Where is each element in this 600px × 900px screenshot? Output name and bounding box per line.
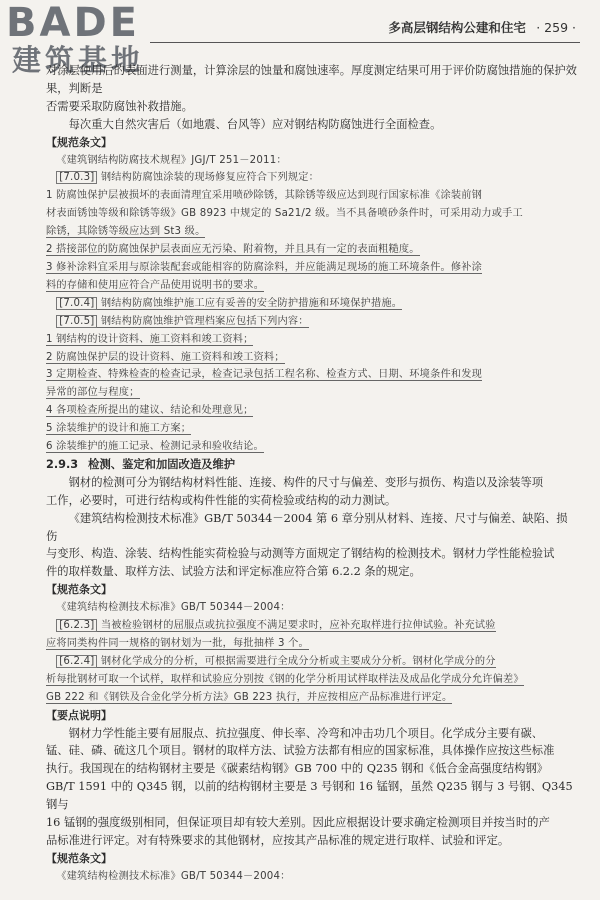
section-label: 【规范条文】 xyxy=(46,851,112,865)
clause-text: 5 涂装维护的设计和施工方案； xyxy=(46,423,192,435)
clause-number: [6.2.4] xyxy=(56,655,97,668)
running-header xyxy=(388,18,576,36)
clause-line xyxy=(46,402,578,420)
clause-line xyxy=(46,223,578,241)
clause-text: 当被检验钢材的屈服点或抗拉强度不满足要求时，应补充取样进行拉伸试验。补充试验 xyxy=(97,620,496,632)
clause-line xyxy=(46,277,578,295)
body-line: 与变形、构造、涂装、结构性能实荷检验与动测等方面规定了钢结构的检测技术。钢材力学性能检验试 xyxy=(46,547,555,561)
body-line: 执行。我国现在的结构钢材主要是《碳素结构钢》GB 700 中的 Q235 钢和《低合金高强度结构钢》 xyxy=(46,762,549,776)
clause-line xyxy=(46,241,578,259)
clause-line xyxy=(46,617,578,635)
body-line: 品标准进行评定。对有特殊要求的其他钢材，应按其产品标准的规定进行取样、试验和评定。 xyxy=(46,833,510,847)
running-title: 多高层钢结构公建和住宅 xyxy=(388,20,526,35)
clause-text: 1 钢结构的设计资料、施工资料和竣工资料； xyxy=(46,333,254,345)
clause-number: [7.0.3] xyxy=(56,171,97,184)
standard-citation: 《建筑结构检测技术标准》GB/T 50344－2004： xyxy=(56,602,291,614)
clause-text: 应将同类构件同一规格的钢材划为一批，每批抽样 3 个。 xyxy=(46,638,309,649)
clause-line xyxy=(46,259,578,277)
clause-text: 钢结构防腐蚀维护管理档案应包括下列内容： xyxy=(97,315,309,327)
section-label: 【规范条文】 xyxy=(46,135,112,149)
standard-citation: 《建筑钢结构防腐技术规程》JGJ/T 251－2011： xyxy=(56,154,287,166)
clause-text: 钢结构防腐蚀涂装的现场修复应符合下列规定： xyxy=(97,172,320,184)
clause-text: 4 各项检查所提出的建议、结论和处理意见； xyxy=(46,405,254,417)
clause-line xyxy=(46,689,578,707)
clause-line xyxy=(46,671,578,689)
body-line: 《建筑结构检测技术标准》GB/T 50344－2004 第 6 章分别从材料、连接、尺寸与偏差、缺陷、损伤 xyxy=(46,511,568,543)
clause-text: 6 涂装维护的施工记录、检测记录和验收结论。 xyxy=(46,441,264,453)
clause-text: 异常的部位与程度； xyxy=(46,387,140,399)
clause-text: 2 防腐蚀保护层的设计资料、施工资料和竣工资料； xyxy=(46,351,285,363)
section-label: 【规范条文】 xyxy=(46,583,112,597)
clause-line xyxy=(46,313,578,331)
section-number: 2.9.3 xyxy=(46,457,79,471)
section-label: 【要点说明】 xyxy=(46,708,112,722)
page-body xyxy=(46,62,578,886)
clause-line xyxy=(46,635,578,653)
logo-wordmark: BADE xyxy=(6,0,140,46)
clause-text: GB 222 和《钢铁及合金化学分析方法》GB 223 执行，并应按相应产品标准进行评定。 xyxy=(46,691,453,703)
clause-line xyxy=(46,384,578,402)
body-line: GB/T 1591 中的 Q345 钢，以前的结构钢材主要是 3 号钢和 16 锰钢，虽然 Q235 钢与 3 号钢、Q345 钢与 xyxy=(46,780,573,812)
body-line: 钢材的检测可分为钢结构材料性能、连接、构件的尺寸与偏差、变形与损伤、构造以及涂装等项 xyxy=(68,475,544,489)
page-number: · 259 · xyxy=(536,20,576,35)
clause-line xyxy=(46,349,578,367)
clause-line xyxy=(46,331,578,349)
clause-line xyxy=(46,438,578,456)
clause-line xyxy=(46,366,578,384)
body-line: 每次重大自然灾害后（如地震、台风等）应对钢结构防腐蚀进行全面检查。 xyxy=(68,117,442,131)
logo-subtitle: 建筑基地 xyxy=(12,43,145,77)
clause-number: [7.0.4] xyxy=(56,297,97,310)
section-title: 检测、鉴定和加固改造及维护 xyxy=(88,457,236,471)
clause-text: 析每批钢材可取一个试样，取样和试验应分别按《钢的化学分析用试样取样法及成品化学成分允许偏差》 xyxy=(46,673,524,685)
section-heading xyxy=(46,456,578,474)
clause-text: 料的存储和使用应符合产品使用说明书的要求。 xyxy=(46,279,265,291)
body-line: 16 锰钢的强度级别相同，但保证项目却有较大差别。因此应根据设计要求确定检测项目并按当时的产 xyxy=(46,816,550,830)
header-rule xyxy=(150,42,580,43)
clause-number: [6.2.3] xyxy=(56,619,97,632)
body-line: 件的取样数量、取样方法、试验方法和评定标准应符合第 6.2.2 条的规定。 xyxy=(46,565,421,579)
clause-line xyxy=(46,420,578,438)
clause-line: 1 防腐蚀保护层被损坏的表面清理宜采用喷砂除锈，其除锈等级应达到现行国家标准《涂装前钢 xyxy=(46,190,483,202)
body-line: 对涂层使用后的表面进行测量，计算涂层的蚀量和腐蚀速率。厚度测定结果可用于评价防腐蚀措施的保护效果，判断是 xyxy=(46,64,577,95)
clause-text: 3 修补涂料宜采用与原涂装配套或能相容的防腐涂料，并应能满足现场的施工环境条件。修补涂 xyxy=(46,261,483,273)
clause-text: 钢材化学成分的分析，可根据需要进行全成分分析或主要成分分析。钢材化学成分的分 xyxy=(97,655,496,667)
clause-line: 材表面锈蚀等级和除锈等级》GB 8923 中规定的 Sa21/2 级。当不具备喷砂条件时，可采用动力或手工 xyxy=(46,208,523,220)
clause-text: 钢结构防腐蚀维护施工应有妥善的安全防护措施和环境保护措施。 xyxy=(97,297,403,309)
body-line: 钢材力学性能主要有屈服点、抗拉强度、伸长率、冷弯和冲击功几个项目。化学成分主要有碳、 xyxy=(68,726,544,740)
clause-line xyxy=(46,295,578,313)
clause-line xyxy=(46,653,578,671)
standard-citation: 《建筑结构检测技术标准》GB/T 50344－2004： xyxy=(56,870,291,882)
body-line: 工作，必要时，可进行结构或构件性能的实荷检验或结构的动力测试。 xyxy=(46,493,397,507)
body-line: 锰、硅、磷、硫这几个项目。钢材的取样方法、试验方法都有相应的国家标准，具体操作应按这些标准 xyxy=(46,744,555,758)
clause-number: [7.0.5] xyxy=(56,315,97,328)
clause-text: 2 搭接部位的防腐蚀保护层表面应无污染、附着物，并且具有一定的表面粗糙度。 xyxy=(46,244,420,256)
clause-text: 除锈，其除锈等级应达到 St3 级。 xyxy=(46,226,206,238)
body-line: 否需要采取防腐蚀补救措施。 xyxy=(46,99,193,113)
clause-text: 3 定期检查、特殊检查的检查记录，检查记录包括工程名称、检查方式、日期、环境条件和发现 xyxy=(46,369,483,381)
clause-line xyxy=(46,169,578,187)
